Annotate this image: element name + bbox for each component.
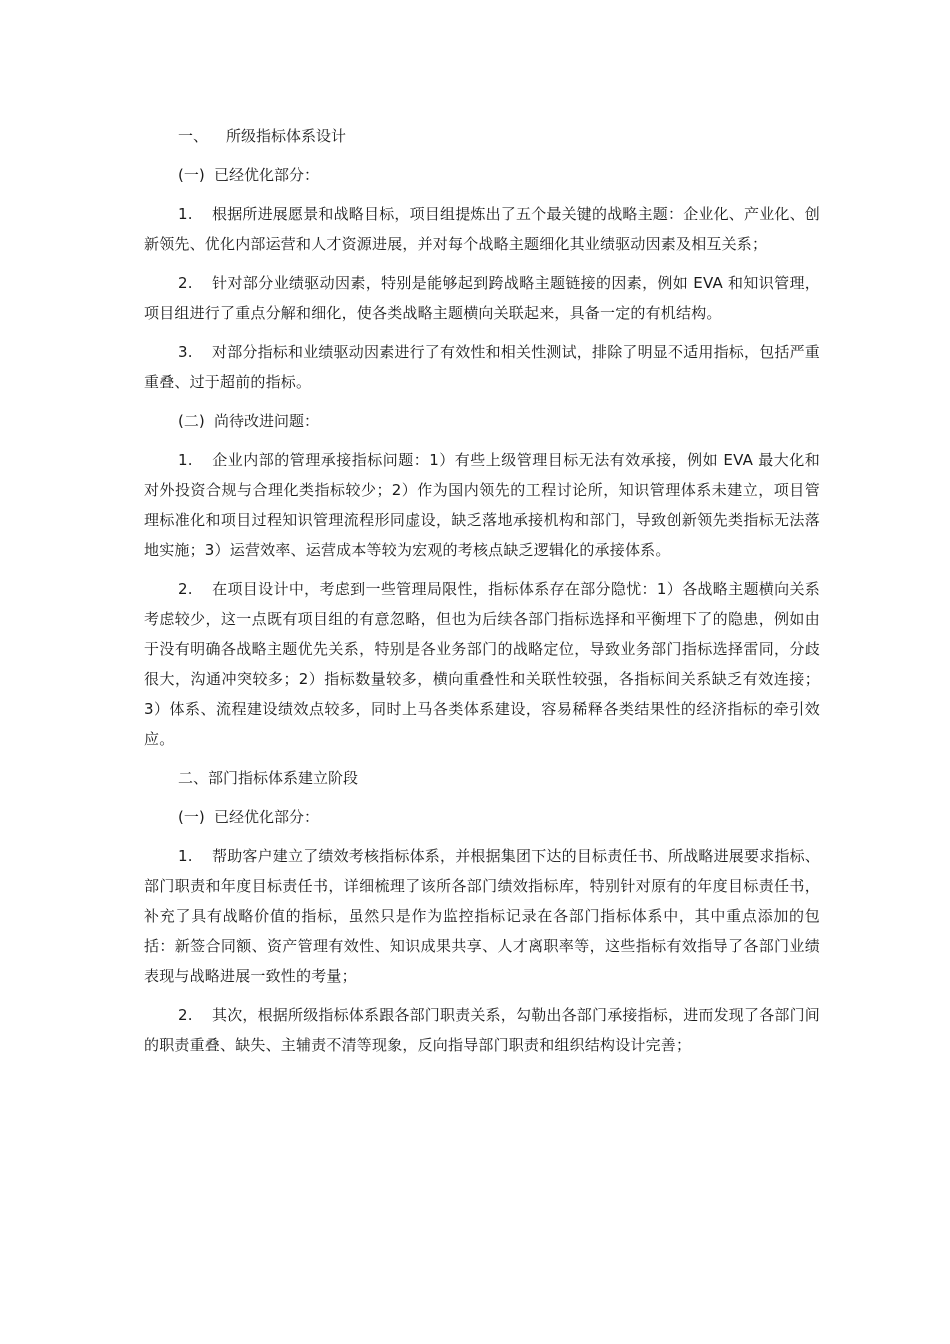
list-item bbox=[144, 841, 820, 991]
item-text: 对部分指标和业绩驱动因素进行了有效性和相关性测试，排除了明显不适用指标，包括严重重叠、过于超前的指标。 bbox=[144, 343, 821, 391]
item-text: 针对部分业绩驱动因素，特别是能够起到跨战略主题链接的因素，例如 EVA 和知识管理，项目组进行了重点分解和细化，使各类战略主题横向关联起来，具备一定的有机结构。 bbox=[144, 274, 820, 322]
item-text: 帮助客户建立了绩效考核指标体系，并根据集团下达的目标责任书、所战略进展要求指标、部门职责和年度目标责任书，详细梳理了该所各部门绩效指标库，特别针对原有的年度目标责任书，补充了具有战略价值的指标，虽然只是作为监控指标记录在各部门指标体系中，其中重点添加的包括：新签合同额、资产管理有效性、知识成果共享、人才离职率等，这些指标有效指导了各部门业绩表现与战略进展一致性的考量； bbox=[144, 847, 821, 985]
list-item bbox=[144, 1000, 820, 1060]
list-item bbox=[144, 574, 820, 754]
list-item bbox=[144, 445, 820, 565]
item-number: 2. bbox=[178, 1006, 193, 1024]
item-number: 1. bbox=[178, 451, 193, 469]
document-page bbox=[144, 121, 820, 1069]
section1-sub1-number: (一) bbox=[178, 166, 205, 184]
item-text: 在项目设计中，考虑到一些管理局限性，指标体系存在部分隐忧：1）各战略主题横向关系考虑较少，这一点既有项目组的有意忽略，但也为后续各部门指标选择和平衡埋下了的隐患，例如由于没有明确各战略主题优先关系，特别是各业务部门的战略定位，导致业务部门指标选择雷同，分歧很大，沟通冲突较多；2）指标数量较多，横向重叠性和关联性较强，各指标间关系缺乏有效连接；3）体系、流程建设绩效点较多，同时上马各类体系建设，容易稀释各类结果性的经济指标的牵引效应。 bbox=[144, 580, 820, 748]
section1-sub1-title: 已经优化部分： bbox=[214, 166, 320, 184]
section1-number: 一、 bbox=[178, 127, 209, 145]
item-text: 企业内部的管理承接指标问题：1）有些上级管理目标无法有效承接，例如 EVA 最大化和对外投资合规与合理化类指标较少；2）作为国内领先的工程讨论所，知识管理体系未建立，项目管理标准化和项目过程知识管理流程形同虚设，缺乏落地承接机构和部门，导致创新领先类指标无法落地实施；3）运营效率、运营成本等较为宏观的考核点缺乏逻辑化的承接体系。 bbox=[144, 451, 820, 559]
item-text: 其次，根据所级指标体系跟各部门职责关系，勾勒出各部门承接指标，进而发现了各部门间的职责重叠、缺失、主辅责不清等现象，反向指导部门职责和组织结构设计完善； bbox=[144, 1006, 821, 1054]
section2-sub1-number: (一) bbox=[178, 808, 205, 826]
section1-heading bbox=[144, 121, 820, 151]
item-number: 2. bbox=[178, 580, 193, 598]
section1-sub2-title: 尚待改进问题： bbox=[214, 412, 320, 430]
list-item bbox=[144, 337, 820, 397]
item-text: 根据所进展愿景和战略目标，项目组提炼出了五个最关键的战略主题：企业化、产业化、创新领先、优化内部运营和人才资源进展，并对每个战略主题细化其业绩驱动因素及相互关系； bbox=[144, 205, 821, 253]
section1-sub2-number: (二) bbox=[178, 412, 205, 430]
list-item bbox=[144, 199, 820, 259]
item-number: 2. bbox=[178, 274, 193, 292]
item-number: 1. bbox=[178, 205, 193, 223]
item-number: 3. bbox=[178, 343, 193, 361]
section2-sub1-heading bbox=[144, 802, 820, 832]
section1-title: 所级指标体系设计 bbox=[226, 127, 347, 145]
list-item bbox=[144, 268, 820, 328]
section1-sub2-heading bbox=[144, 406, 820, 436]
section2-heading bbox=[144, 763, 820, 793]
section1-sub1-heading bbox=[144, 160, 820, 190]
section2-sub1-title: 已经优化部分： bbox=[214, 808, 320, 826]
item-number: 1. bbox=[178, 847, 193, 865]
section2-title: 二、部门指标体系建立阶段 bbox=[178, 769, 359, 787]
